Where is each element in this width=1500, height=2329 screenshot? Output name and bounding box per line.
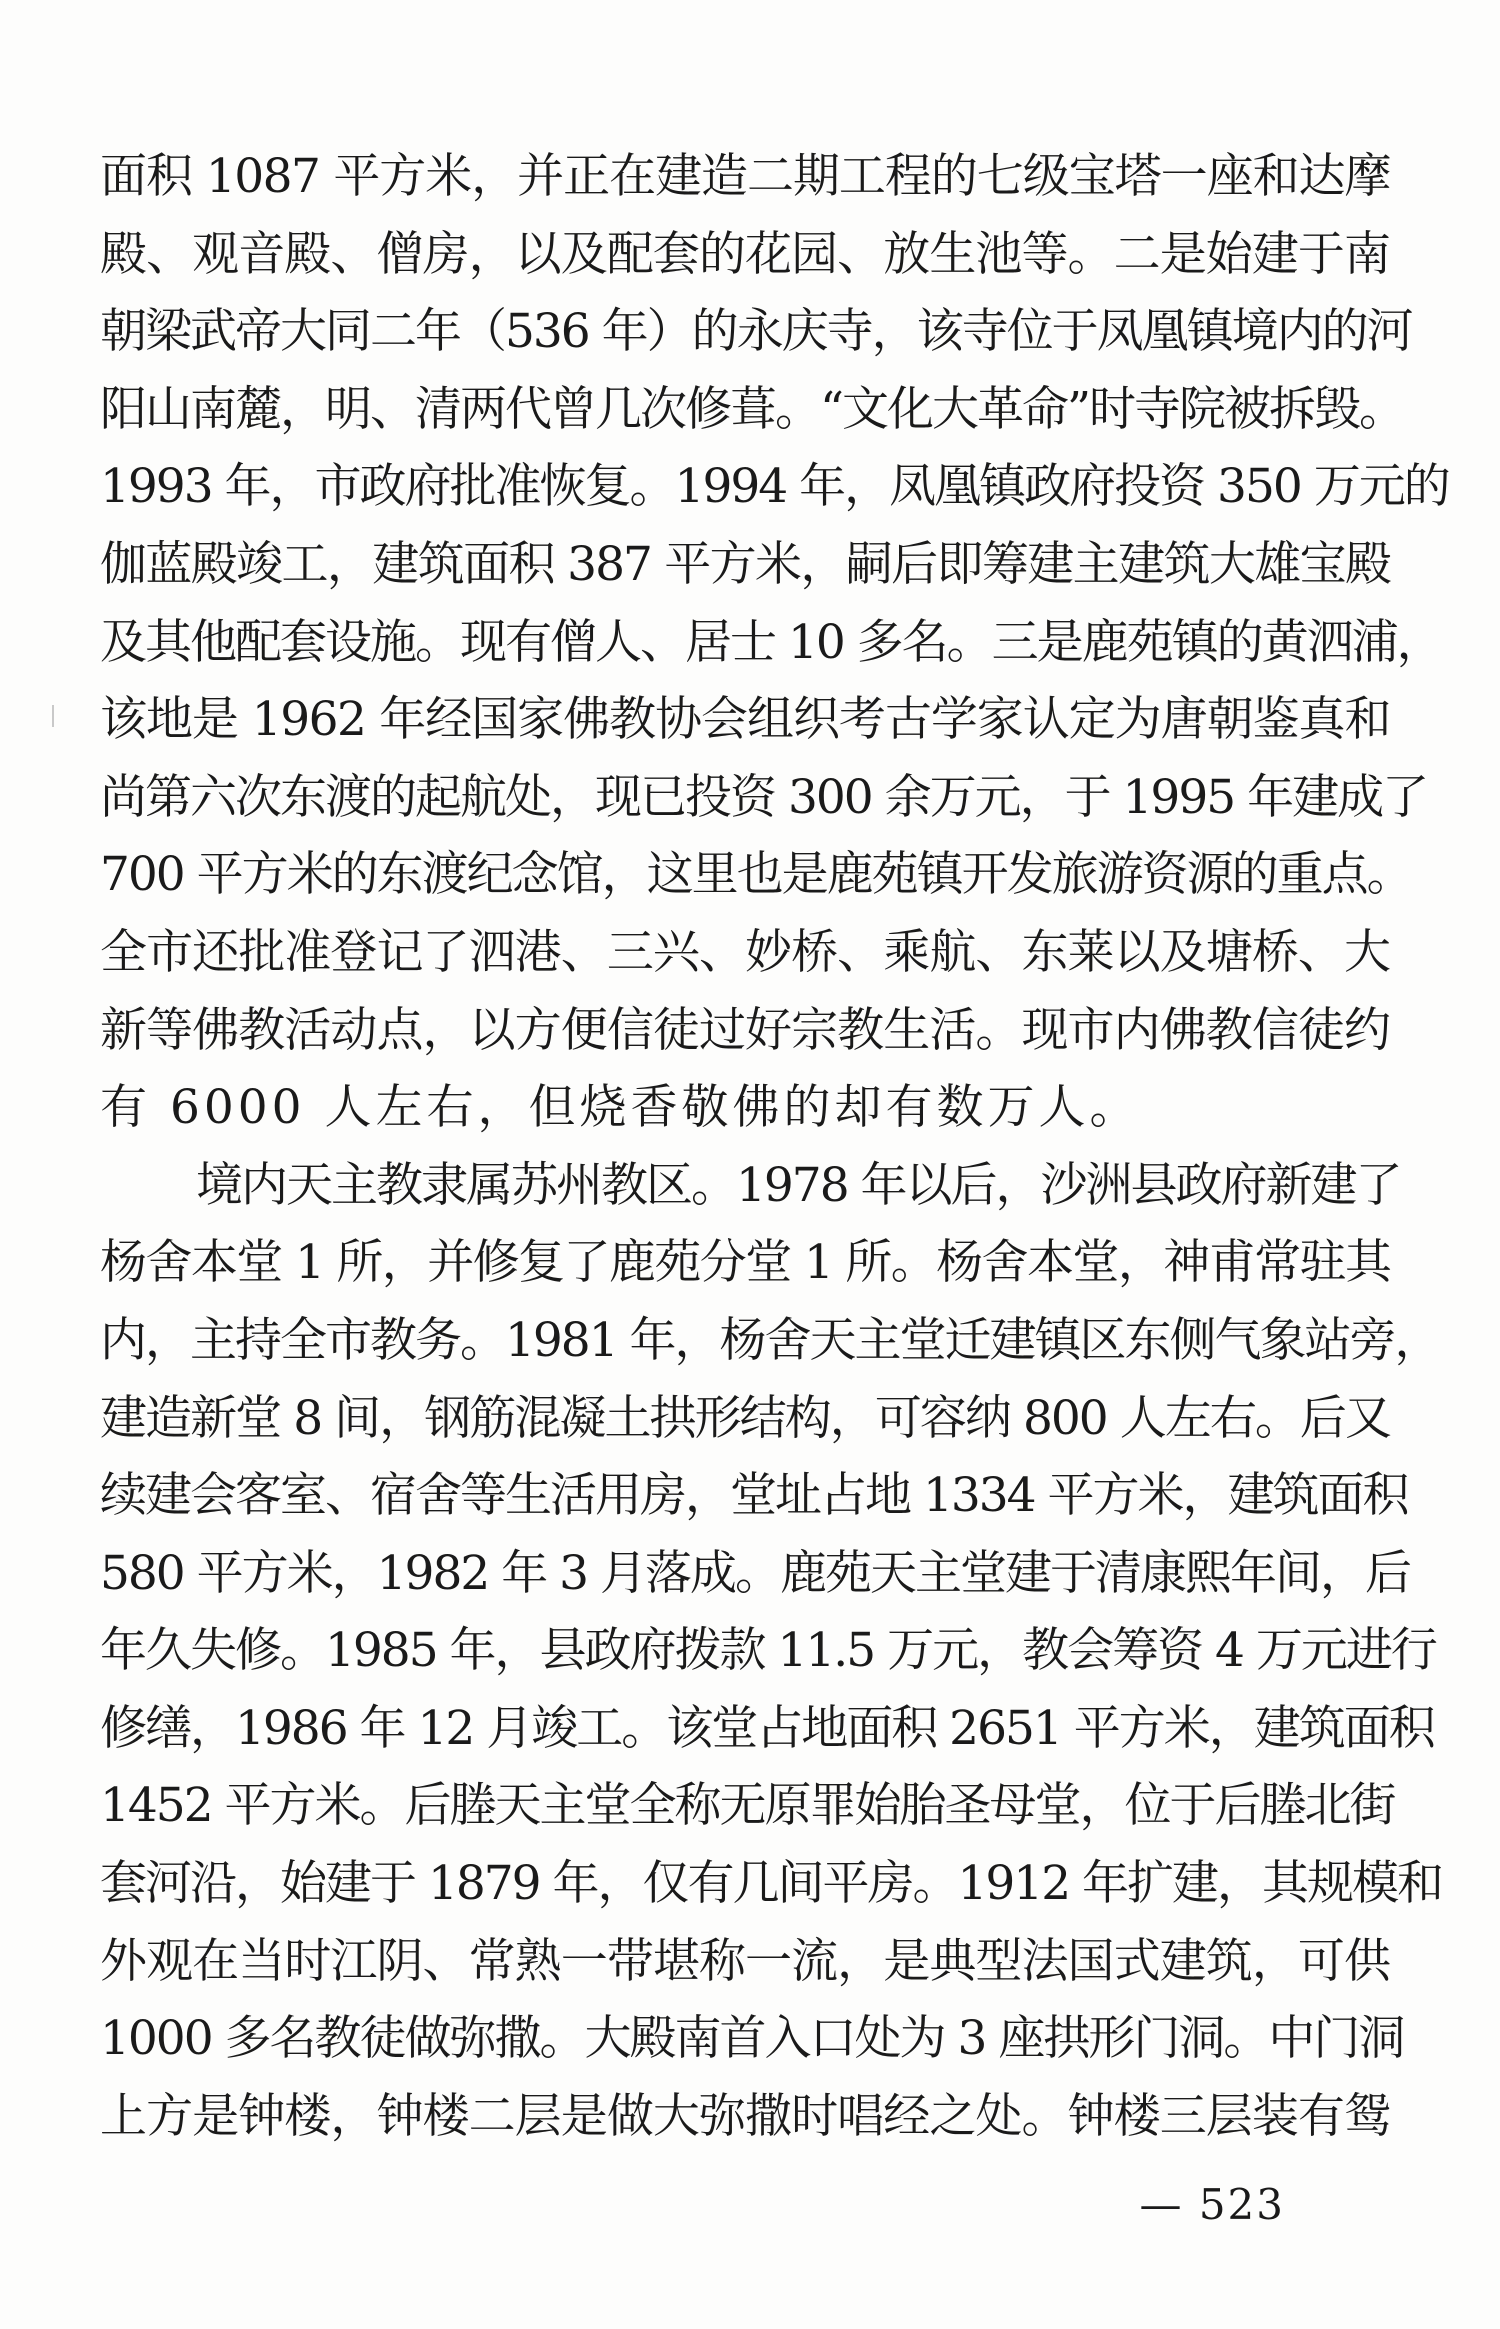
text-line: 伽蓝殿竣工，建筑面积 387 平方米，嗣后即筹建主建筑大雄宝殿 [100,536,1390,592]
text-line: 修缮，1986 年 12 月竣工。该堂占地面积 2651 平方米，建筑面积 [100,1700,1434,1756]
text-line: 580 平方米，1982 年 3 月落成。鹿苑天主堂建于清康熙年间，后 [100,1545,1410,1601]
text-line: 阳山南麓，明、清两代曾几次修葺。“文化大革命”时寺院被拆毁。 [100,381,1405,437]
text-line: 上方是钟楼，钟楼二层是做大弥撒时唱经之处。钟楼三层装有鸳 [100,2088,1390,2144]
text-line: 年久失修。1985 年，县政府拨款 11.5 万元，教会筹资 4 万元进行 [100,1623,1436,1679]
text-line: 有 6000 人左右，但烧香敬佛的却有数万人。 [100,1080,1141,1136]
text-line: 及其他配套设施。现有僧人、居士 10 多名。三是鹿苑镇的黄泗浦， [100,614,1442,670]
text-line: 朝梁武帝大同二年（536 年）的永庆寺，该寺位于凤凰镇境内的河 [100,304,1412,360]
text-line: 套河沿，始建于 1879 年，仅有几间平房。1912 年扩建，其规模和 [100,1856,1443,1912]
text-line: 新等佛教活动点，以方便信徒过好宗教生活。现市内佛教信徒约 [100,1002,1390,1058]
page-number: — 523 [1139,2180,1285,2229]
text-line: 杨舍本堂 1 所，并修复了鹿苑分堂 1 所。杨舍本堂，神甫常驻其 [100,1235,1390,1291]
text-line: 全市还批准登记了泗港、三兴、妙桥、乘航、东莱以及塘桥、大 [100,924,1390,980]
text-line: 尚第六次东渡的起航处，现已投资 300 余万元，于 1995 年建成了 [100,769,1428,825]
body-text [100,138,1449,2155]
text-line: 1000 多名教徒做弥撒。大殿南首入口处为 3 座拱形门洞。中门洞 [100,2011,1404,2067]
text-line: 殿、观音殿、僧房，以及配套的花园、放生池等。二是始建于南 [100,226,1390,282]
text-line: 700 平方米的东渡纪念馆，这里也是鹿苑镇开发旅游资源的重点。 [100,847,1412,903]
text-line: 境内天主教隶属苏州教区。1978 年以后，沙洲县政府新建了 [196,1157,1401,1213]
text-line: 1993 年，市政府批准恢复。1994 年，凤凰镇政府投资 350 万元的 [100,459,1449,515]
text-line: 1452 平方米。后塍天主堂全称无原罪始胎圣母堂，位于后塍北街 [100,1778,1395,1834]
text-line: 建造新堂 8 间，钢筋混凝土拱形结构，可容纳 800 人左右。后又 [100,1390,1390,1446]
text-line: 面积 1087 平方米，并正在建造二期工程的七级宝塔一座和达摩 [100,149,1390,204]
margin-mark [52,705,54,727]
text-line: 续建会客室、宿舍等生活用房，堂址占地 1334 平方米，建筑面积 [100,1468,1408,1524]
text-line: 该地是 1962 年经国家佛教协会组织考古学家认定为唐朝鉴真和 [100,692,1390,748]
text-line: 外观在当时江阴、常熟一带堪称一流，是典型法国式建筑，可供 [100,1933,1390,1989]
text-line: 内，主持全市教务。1981 年，杨舍天主堂迁建镇区东侧气象站旁， [100,1312,1440,1368]
